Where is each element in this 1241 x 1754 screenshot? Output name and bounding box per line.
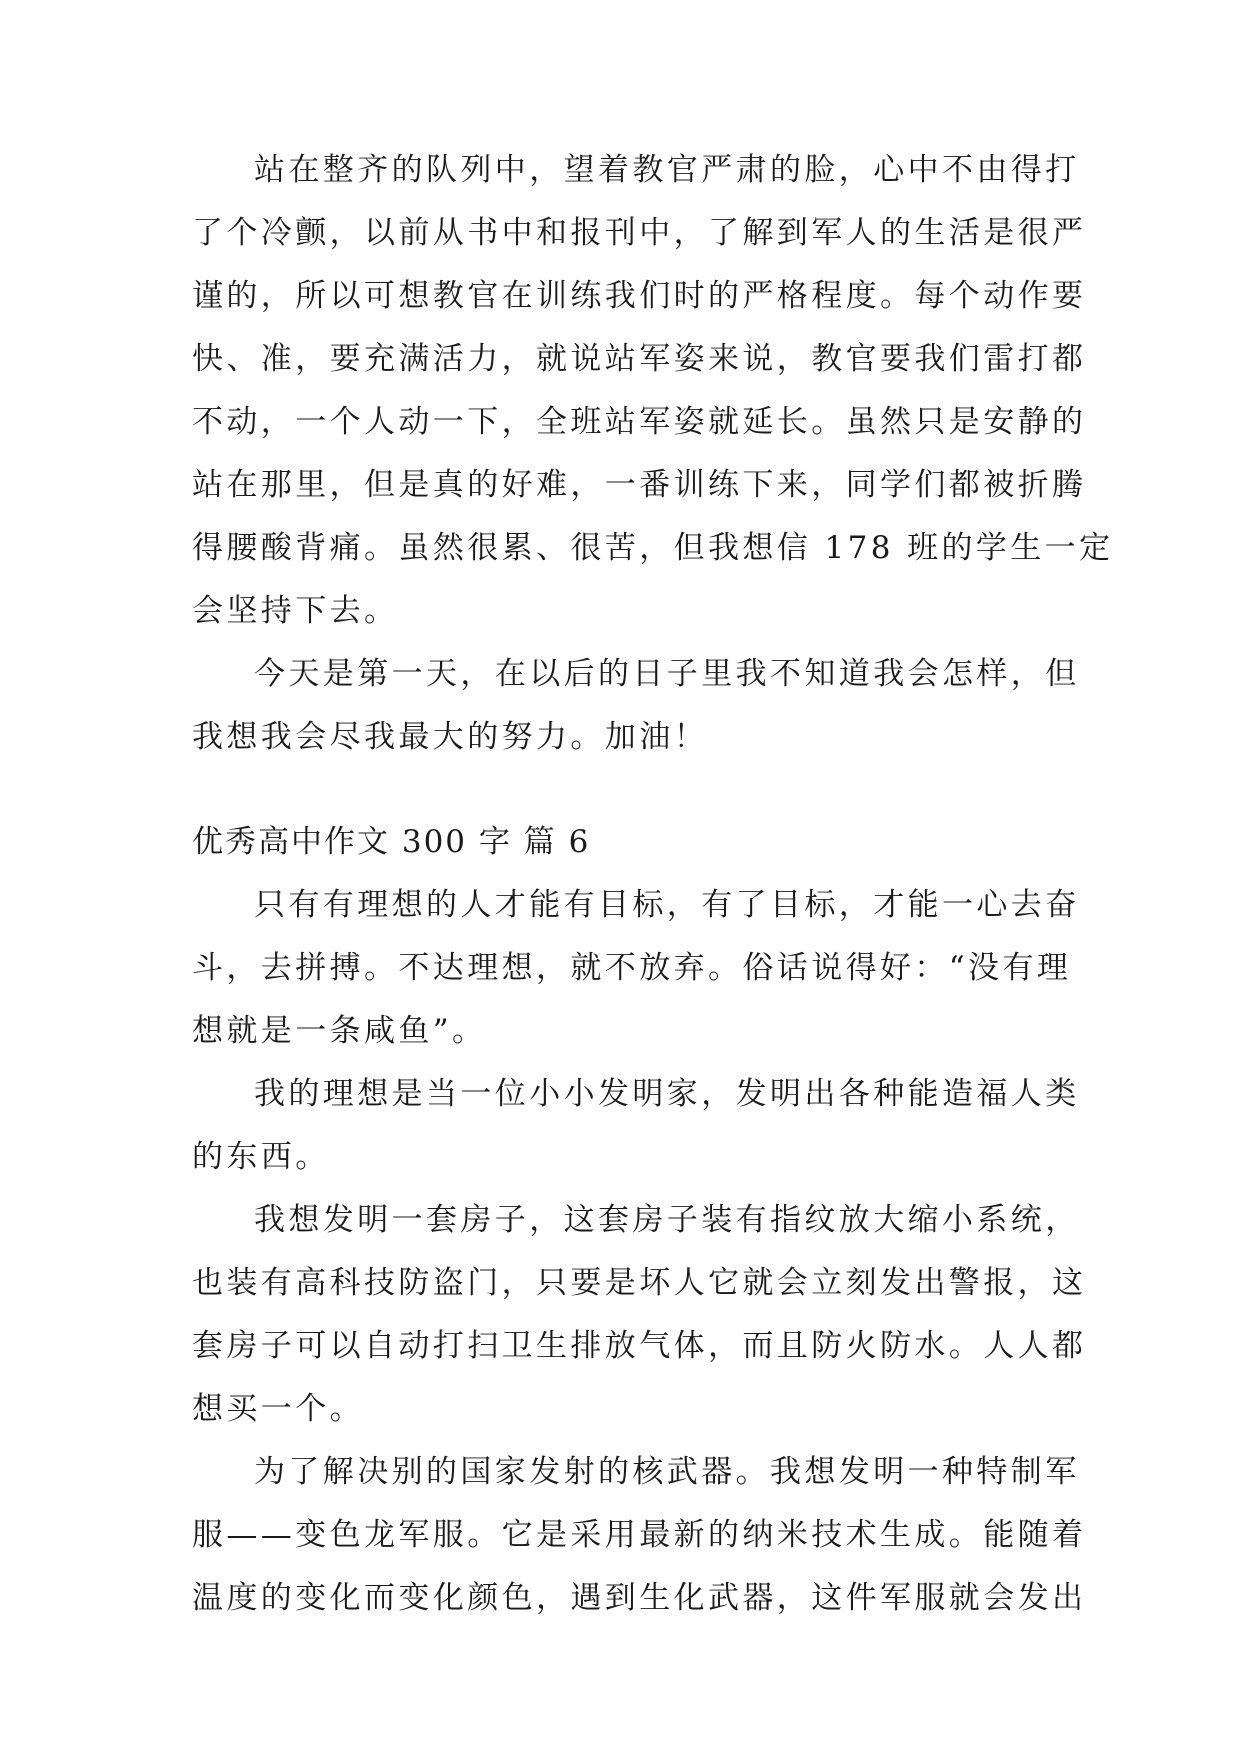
- paragraph-line: 不动，一个人动一下，全班站军姿就延长。虽然只是安静的: [192, 404, 1087, 440]
- paragraph-line: 站在整齐的队列中，望着教官严肃的脸，心中不由得打: [254, 152, 1080, 188]
- paragraph-line: 温度的变化而变化颜色，遇到生化武器，这件军服就会发出: [192, 1580, 1087, 1616]
- paragraph-line: 站在那里，但是真的好难，一番训练下来，同学们都被折腾: [192, 467, 1087, 503]
- paragraph-line: 会坚持下去。: [192, 593, 399, 629]
- paragraph-line: 也装有高科技防盗门，只要是坏人它就会立刻发出警报，这: [192, 1265, 1087, 1301]
- paragraph-line: 快、准，要充满活力，就说站军姿来说，教官要我们雷打都: [192, 341, 1087, 377]
- paragraph-line: 只有有理想的人才能有目标，有了目标，才能一心去奋: [254, 887, 1080, 923]
- paragraph-line: 服——变色龙军服。它是采用最新的纳米技术生成。能随着: [192, 1517, 1087, 1553]
- paragraph-line: 今天是第一天，在以后的日子里我不知道我会怎样，但: [254, 656, 1080, 692]
- paragraph-line: 我想发明一套房子，这套房子装有指纹放大缩小系统，: [254, 1202, 1080, 1238]
- paragraph-line: 谨的，所以可想教官在训练我们时的严格程度。每个动作要: [192, 278, 1087, 314]
- paragraph-line: 套房子可以自动打扫卫生排放气体，而且防火防水。人人都: [192, 1328, 1087, 1364]
- paragraph-line: 了个冷颤，以前从书中和报刊中，了解到军人的生活是很严: [192, 215, 1087, 251]
- paragraph-line: 我想我会尽我最大的努力。加油！: [192, 719, 708, 755]
- section-heading: 优秀高中作文 300 字 篇 6: [192, 824, 591, 860]
- paragraph-line: 想就是一条咸鱼”。: [192, 1013, 487, 1049]
- paragraph-line: 为了解决别的国家发射的核武器。我想发明一种特制军: [254, 1454, 1080, 1490]
- paragraph-line: 想买一个。: [192, 1391, 364, 1427]
- paragraph-line: 的东西。: [192, 1139, 330, 1175]
- paragraph-line: 得腰酸背痛。虽然很累、很苦，但我想信 178 班的学生一定: [192, 530, 1114, 566]
- paragraph-line: 斗，去拼搏。不达理想，就不放弃。俗话说得好：“没有理: [192, 950, 1072, 986]
- paragraph-line: 我的理想是当一位小小发明家，发明出各种能造福人类: [254, 1076, 1080, 1112]
